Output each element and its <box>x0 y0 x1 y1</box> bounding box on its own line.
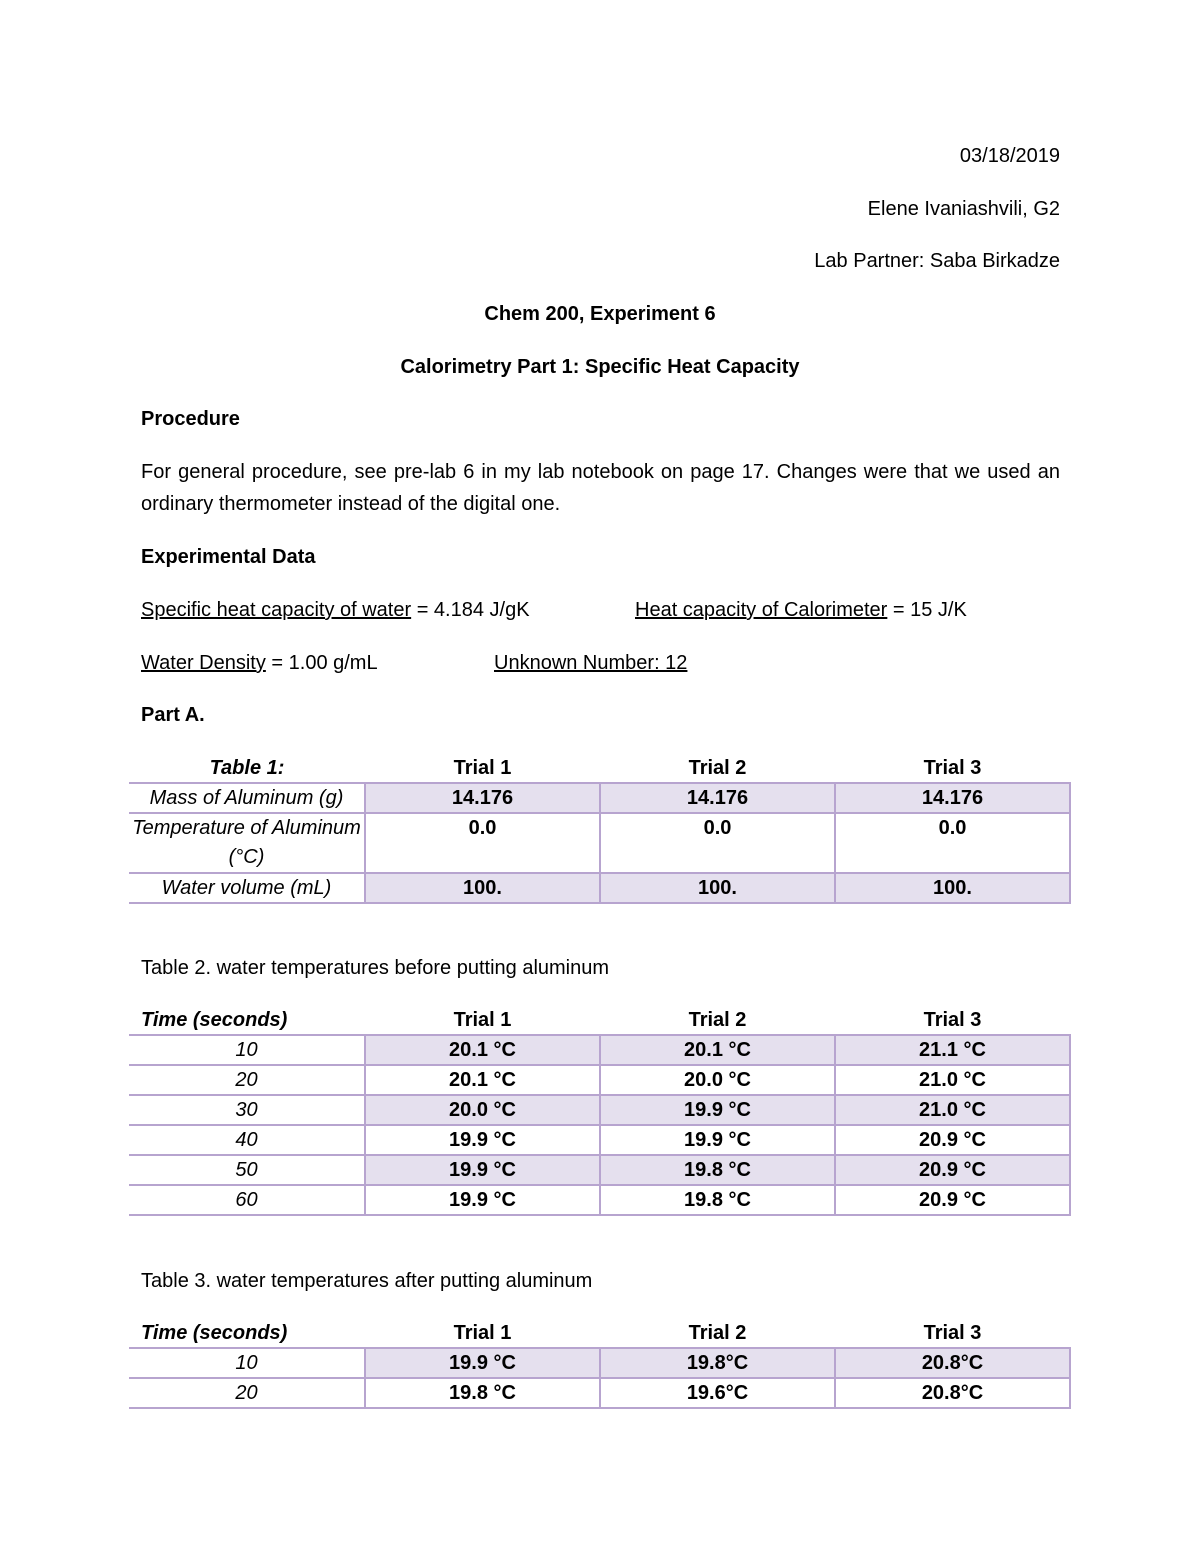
table-row <box>129 783 1070 813</box>
table-cell: 100. <box>600 873 835 903</box>
row-label: 50 <box>129 1155 365 1185</box>
table-cell: 100. <box>835 873 1070 903</box>
experimental-data-heading: Experimental Data <box>141 546 316 568</box>
table-2-header <box>129 1004 1070 1035</box>
table-row <box>129 1095 1070 1125</box>
table-cell: 21.0 °C <box>835 1095 1070 1125</box>
table-cell: 21.1 °C <box>835 1035 1070 1065</box>
table-row <box>129 1155 1070 1185</box>
row-label: 30 <box>129 1095 365 1125</box>
table-cell: 19.8 °C <box>600 1155 835 1185</box>
table-cell: 14.176 <box>835 783 1070 813</box>
table-1-header-trial-2: Trial 2 <box>688 757 747 779</box>
row-label: 10 <box>129 1348 365 1378</box>
table-row <box>129 873 1070 903</box>
unknown-number: Unknown Number: 12 <box>494 652 688 674</box>
row-label: 60 <box>129 1185 365 1215</box>
table-row <box>129 1378 1070 1408</box>
table-3-caption: Table 3. water temperatures after putting aluminum <box>141 1270 593 1292</box>
table-2-time-header: Time (seconds) <box>141 1009 288 1031</box>
table-cell: 20.1 °C <box>600 1035 835 1065</box>
part-a-heading: Part A. <box>141 704 205 726</box>
table-row <box>129 1065 1070 1095</box>
table-1-title: Table 1: <box>209 757 285 779</box>
specific-heat-value: = 4.184 J/gK <box>411 599 530 621</box>
procedure-text: For general procedure, see pre-lab 6 in my lab notebook on page 17. Changes were that we used an ordinary thermometer instead of the digital one. <box>141 461 1060 515</box>
table-3-header <box>129 1317 1070 1348</box>
row-label: 10 <box>129 1035 365 1065</box>
table-cell: 14.176 <box>600 783 835 813</box>
table-2-header-trial-2: Trial 2 <box>688 1009 747 1031</box>
table-cell: 19.8 °C <box>365 1378 600 1408</box>
table-cell: 19.9 °C <box>600 1125 835 1155</box>
table-cell: 20.8°C <box>835 1378 1070 1408</box>
course-title: Chem 200, Experiment 6 <box>484 303 716 325</box>
experiment-title: Calorimetry Part 1: Specific Heat Capacity <box>400 356 800 378</box>
table-row <box>129 1035 1070 1065</box>
table-cell: 0.0 <box>365 813 600 873</box>
table-cell: 19.8°C <box>600 1348 835 1378</box>
table-cell: 20.1 °C <box>365 1035 600 1065</box>
table-cell: 19.9 °C <box>365 1185 600 1215</box>
table-2-header-trial-3: Trial 3 <box>923 1009 982 1031</box>
table-2-header-trial-1: Trial 1 <box>453 1009 512 1031</box>
calorimeter-line <box>635 597 967 623</box>
row-label: 20 <box>129 1378 365 1408</box>
author-line: Elene Ivaniashvili, G2 <box>867 198 1060 220</box>
table-cell: 0.0 <box>835 813 1070 873</box>
table-cell: 100. <box>365 873 600 903</box>
table-cell: 19.9 °C <box>365 1348 600 1378</box>
table-1-header-trial-1: Trial 1 <box>453 757 512 779</box>
table-cell: 19.9 °C <box>365 1155 600 1185</box>
row-label: Water volume (mL) <box>129 873 365 903</box>
table-cell: 19.9 °C <box>600 1095 835 1125</box>
procedure-heading: Procedure <box>141 408 240 430</box>
table-1-header-trial-3: Trial 3 <box>923 757 982 779</box>
row-label: Mass of Aluminum (g) <box>129 783 365 813</box>
table-cell: 19.6°C <box>600 1378 835 1408</box>
table-cell: 20.9 °C <box>835 1185 1070 1215</box>
table-cell: 20.0 °C <box>600 1065 835 1095</box>
table-3 <box>129 1317 1071 1409</box>
table-2-caption: Table 2. water temperatures before putting aluminum <box>141 957 610 979</box>
table-2 <box>129 1004 1071 1216</box>
table-row <box>129 1185 1070 1215</box>
table-3-time-header: Time (seconds) <box>141 1322 288 1344</box>
table-3-header-trial-2: Trial 2 <box>688 1322 747 1344</box>
table-cell: 19.9 °C <box>365 1125 600 1155</box>
row-label: 20 <box>129 1065 365 1095</box>
table-row <box>129 1125 1070 1155</box>
table-cell: 20.9 °C <box>835 1155 1070 1185</box>
table-cell: 21.0 °C <box>835 1065 1070 1095</box>
table-row <box>129 1348 1070 1378</box>
calorimeter-label: Heat capacity of Calorimeter <box>635 599 888 621</box>
table-3-header-trial-3: Trial 3 <box>923 1322 982 1344</box>
table-cell: 20.0 °C <box>365 1095 600 1125</box>
table-row <box>129 813 1070 873</box>
table-1-header <box>129 752 1070 783</box>
table-cell: 0.0 <box>600 813 835 873</box>
table-cell: 20.9 °C <box>835 1125 1070 1155</box>
lab-partner-line: Lab Partner: Saba Birkadze <box>814 250 1060 272</box>
row-label: Temperature of Aluminum (°C) <box>129 813 365 873</box>
table-cell: 14.176 <box>365 783 600 813</box>
density-line <box>141 650 378 676</box>
specific-heat-label: Specific heat capacity of water <box>141 599 412 621</box>
table-cell: 20.8°C <box>835 1348 1070 1378</box>
calorimeter-value: = 15 J/K <box>887 599 967 621</box>
table-cell: 20.1 °C <box>365 1065 600 1095</box>
specific-heat-line <box>141 597 530 623</box>
table-3-header-trial-1: Trial 1 <box>453 1322 512 1344</box>
table-1 <box>129 752 1071 904</box>
table-cell: 19.8 °C <box>600 1185 835 1215</box>
row-label: 40 <box>129 1125 365 1155</box>
density-value: = 1.00 g/mL <box>265 652 378 674</box>
density-label: Water Density <box>141 652 266 674</box>
report-date: 03/18/2019 <box>959 145 1060 167</box>
